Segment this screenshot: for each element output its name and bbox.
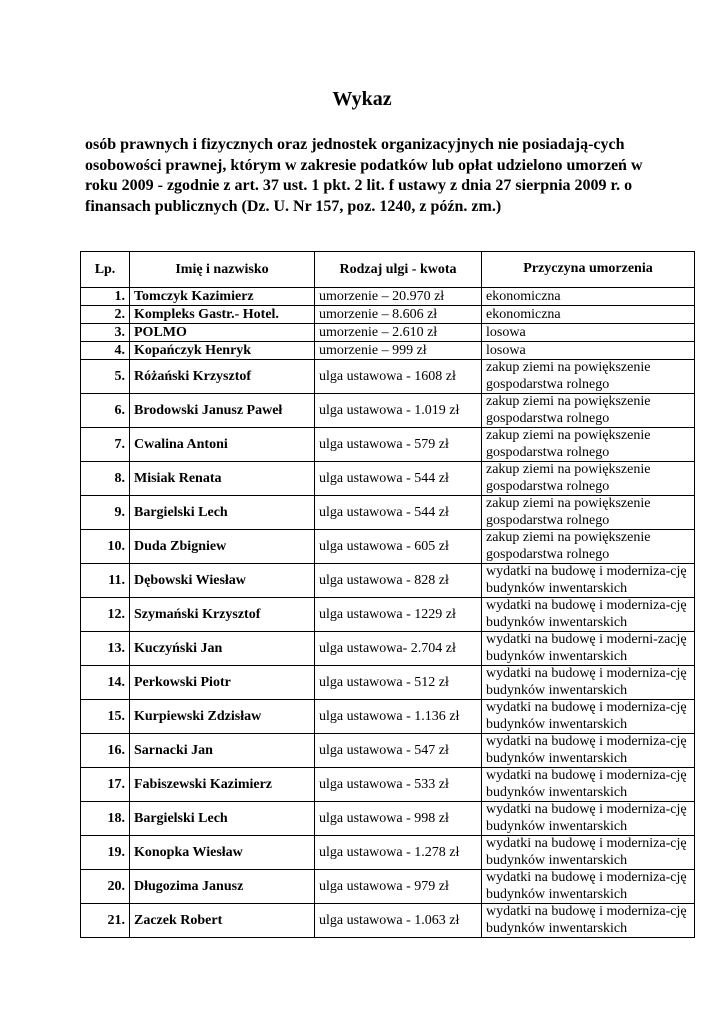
cell-name: Kopańczyk Henryk	[130, 342, 315, 360]
cell-reason: zakup ziemi na powiększenie gospodarstwa rolnego	[482, 462, 695, 496]
table-row	[81, 288, 695, 306]
cell-name: Duda Zbigniew	[130, 530, 315, 564]
cell-reason: wydatki na budowę i moderniza-cję budynków inwentarskich	[482, 564, 695, 598]
table-header	[81, 252, 695, 288]
cell-name: Sarnacki Jan	[130, 734, 315, 768]
header-reason: Przyczyna umorzenia	[482, 252, 695, 288]
cell-reason: zakup ziemi na powiększenie gospodarstwa rolnego	[482, 428, 695, 462]
cell-name: Długozima Janusz	[130, 870, 315, 904]
cell-relief-type: ulga ustawowa - 998 zł	[315, 802, 482, 836]
cell-lp: 21.	[81, 904, 130, 938]
cell-lp: 15.	[81, 700, 130, 734]
cell-name: Dębowski Wiesław	[130, 564, 315, 598]
relief-table	[80, 251, 695, 938]
cell-relief-type: ulga ustawowa - 828 zł	[315, 564, 482, 598]
cell-name: POLMO	[130, 324, 315, 342]
cell-relief-type: ulga ustawowa - 544 zł	[315, 462, 482, 496]
cell-name: Kurpiewski Zdzisław	[130, 700, 315, 734]
table-row	[81, 342, 695, 360]
header-name: Imię i nazwisko	[130, 252, 315, 288]
table-row	[81, 904, 695, 938]
cell-reason: wydatki na budowę i moderni-zację budynków inwentarskich	[482, 632, 695, 666]
cell-relief-type: ulga ustawowa - 1229 zł	[315, 598, 482, 632]
table-row	[81, 428, 695, 462]
table-row	[81, 666, 695, 700]
cell-reason: wydatki na budowę i moderniza-cję budynków inwentarskich	[482, 768, 695, 802]
cell-relief-type: ulga ustawowa- 2.704 zł	[315, 632, 482, 666]
cell-relief-type: umorzenie – 2.610 zł	[315, 324, 482, 342]
table-body	[81, 288, 695, 938]
cell-relief-type: ulga ustawowa - 605 zł	[315, 530, 482, 564]
cell-lp: 5.	[81, 360, 130, 394]
table-row	[81, 598, 695, 632]
cell-relief-type: ulga ustawowa - 512 zł	[315, 666, 482, 700]
cell-lp: 14.	[81, 666, 130, 700]
cell-name: Brodowski Janusz Paweł	[130, 394, 315, 428]
cell-relief-type: umorzenie – 20.970 zł	[315, 288, 482, 306]
header-type: Rodzaj ulgi - kwota	[315, 252, 482, 288]
table-row	[81, 802, 695, 836]
header-lp: Lp.	[81, 252, 130, 288]
cell-name: Misiak Renata	[130, 462, 315, 496]
cell-lp: 4.	[81, 342, 130, 360]
table-row	[81, 700, 695, 734]
cell-name: Fabiszewski Kazimierz	[130, 768, 315, 802]
cell-lp: 13.	[81, 632, 130, 666]
cell-name: Perkowski Piotr	[130, 666, 315, 700]
cell-name: Kompleks Gastr.- Hotel.	[130, 306, 315, 324]
table-row	[81, 768, 695, 802]
cell-relief-type: ulga ustawowa - 1608 zł	[315, 360, 482, 394]
cell-relief-type: ulga ustawowa - 1.136 zł	[315, 700, 482, 734]
cell-lp: 6.	[81, 394, 130, 428]
cell-reason: ekonomiczna	[482, 288, 695, 306]
cell-lp: 16.	[81, 734, 130, 768]
cell-lp: 20.	[81, 870, 130, 904]
table-row	[81, 530, 695, 564]
cell-relief-type: ulga ustawowa - 1.019 zł	[315, 394, 482, 428]
table-row	[81, 324, 695, 342]
cell-reason: wydatki na budowę i moderniza-cję budynków inwentarskich	[482, 700, 695, 734]
table-row	[81, 564, 695, 598]
cell-reason: zakup ziemi na powiększenie gospodarstwa rolnego	[482, 496, 695, 530]
document-intro: osób prawnych i fizycznych oraz jednostek organizacyjnych nie posiadają-cych osobowości prawnej, którym w zakresie podatków lub opłat udzielono umorzeń w roku 2009 - zgodnie z art. 37 ust. 1 pkt. 2 lit. f ustawy z dnia 27 sierpnia 2009 r. o finansach publicznych (Dz. U. Nr 157, poz. 1240, z późn. zm.)	[85, 136, 643, 215]
cell-name: Różański Krzysztof	[130, 360, 315, 394]
cell-name: Cwalina Antoni	[130, 428, 315, 462]
cell-relief-type: ulga ustawowa - 579 zł	[315, 428, 482, 462]
cell-lp: 8.	[81, 462, 130, 496]
table-row	[81, 836, 695, 870]
cell-reason: zakup ziemi na powiększenie gospodarstwa rolnego	[482, 360, 695, 394]
cell-reason: wydatki na budowę i moderniza-cję budynków inwentarskich	[482, 836, 695, 870]
cell-lp: 7.	[81, 428, 130, 462]
cell-relief-type: ulga ustawowa - 979 zł	[315, 870, 482, 904]
table-row	[81, 394, 695, 428]
cell-lp: 2.	[81, 306, 130, 324]
table-row	[81, 306, 695, 324]
cell-relief-type: umorzenie – 8.606 zł	[315, 306, 482, 324]
cell-reason: losowa	[482, 342, 695, 360]
cell-relief-type: ulga ustawowa - 1.278 zł	[315, 836, 482, 870]
table-row	[81, 632, 695, 666]
cell-name: Bargielski Lech	[130, 802, 315, 836]
cell-lp: 19.	[81, 836, 130, 870]
cell-lp: 10.	[81, 530, 130, 564]
cell-reason: wydatki na budowę i moderniza-cję budynków inwentarskich	[482, 802, 695, 836]
cell-reason: wydatki na budowę i moderniza-cję budynków inwentarskich	[482, 598, 695, 632]
cell-name: Tomczyk Kazimierz	[130, 288, 315, 306]
table-row	[81, 360, 695, 394]
cell-relief-type: ulga ustawowa - 533 zł	[315, 768, 482, 802]
cell-relief-type: ulga ustawowa - 544 zł	[315, 496, 482, 530]
table-row	[81, 496, 695, 530]
cell-reason: wydatki na budowę i moderniza-cję budynków inwentarskich	[482, 734, 695, 768]
document-title: Wykaz	[332, 88, 392, 110]
cell-name: Kuczyński Jan	[130, 632, 315, 666]
cell-reason: wydatki na budowę i moderniza-cję budynków inwentarskich	[482, 904, 695, 938]
cell-reason: ekonomiczna	[482, 306, 695, 324]
cell-lp: 9.	[81, 496, 130, 530]
table-row	[81, 462, 695, 496]
table-row	[81, 734, 695, 768]
cell-relief-type: umorzenie – 999 zł	[315, 342, 482, 360]
cell-lp: 3.	[81, 324, 130, 342]
cell-reason: wydatki na budowę i moderniza-cję budynków inwentarskich	[482, 870, 695, 904]
cell-lp: 17.	[81, 768, 130, 802]
cell-reason: zakup ziemi na powiększenie gospodarstwa rolnego	[482, 394, 695, 428]
cell-relief-type: ulga ustawowa - 1.063 zł	[315, 904, 482, 938]
cell-lp: 1.	[81, 288, 130, 306]
cell-lp: 12.	[81, 598, 130, 632]
cell-name: Szymański Krzysztof	[130, 598, 315, 632]
cell-reason: zakup ziemi na powiększenie gospodarstwa rolnego	[482, 530, 695, 564]
cell-lp: 18.	[81, 802, 130, 836]
cell-lp: 11.	[81, 564, 130, 598]
cell-name: Konopka Wiesław	[130, 836, 315, 870]
table-row	[81, 870, 695, 904]
cell-reason: wydatki na budowę i moderniza-cję budynków inwentarskich	[482, 666, 695, 700]
cell-name: Bargielski Lech	[130, 496, 315, 530]
cell-name: Zaczek Robert	[130, 904, 315, 938]
table-header-row	[81, 252, 695, 288]
cell-relief-type: ulga ustawowa - 547 zł	[315, 734, 482, 768]
cell-reason: losowa	[482, 324, 695, 342]
